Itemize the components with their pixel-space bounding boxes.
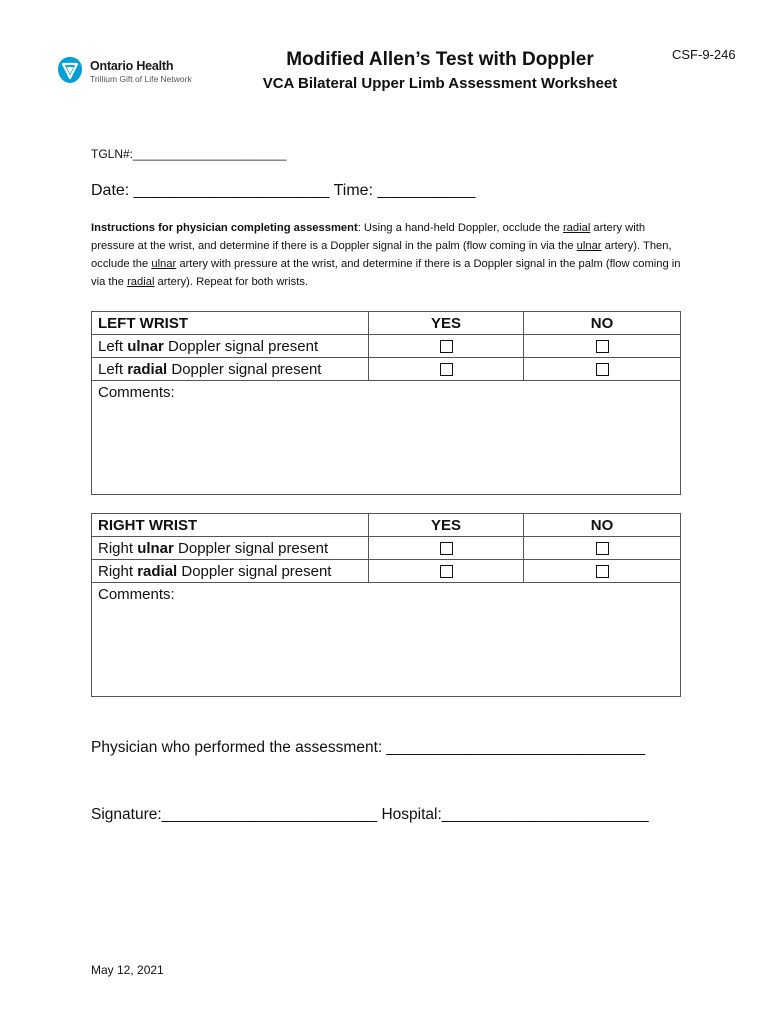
left-ulnar-yes-checkbox[interactable] — [440, 340, 453, 353]
label-text: Right — [98, 562, 138, 580]
instructions-emph: ulnar — [151, 258, 177, 270]
table-header-row — [92, 514, 681, 537]
table-row — [92, 560, 681, 583]
left-radial-yes-checkbox[interactable] — [440, 363, 453, 376]
left-ulnar-no-checkbox[interactable] — [596, 340, 609, 353]
cell — [524, 560, 681, 583]
label-text: Doppler signal present — [163, 337, 319, 355]
left-ulnar-label — [92, 335, 369, 358]
logo-name: Ontario Health — [90, 59, 174, 73]
label-text: Doppler signal present — [173, 539, 329, 557]
date-time-row — [91, 182, 475, 200]
logo-subtitle: Trillium Gift of Life Network — [90, 74, 192, 84]
right-ulnar-label — [92, 537, 369, 560]
label-text: Right — [98, 539, 138, 557]
instructions-emph: radial — [562, 222, 591, 234]
right-wrist-table — [91, 513, 681, 697]
yes-column-header: YES — [369, 514, 524, 537]
cell — [524, 335, 681, 358]
label-bold: ulnar — [127, 337, 164, 355]
table-row — [92, 358, 681, 381]
comments-row — [92, 583, 681, 697]
instructions-lead: Instructions for physician completing assessment — [91, 222, 358, 234]
instructions-text: artery with pressure at the wrist, and determine if there is a Doppler signal in the palm (flow coming in via the — [91, 222, 646, 252]
instructions-emph: ulnar — [576, 240, 602, 252]
table-header-row — [92, 312, 681, 335]
label-bold: radial — [127, 360, 168, 378]
signature-field[interactable]: Signature:_________________________ — [91, 806, 378, 823]
left-radial-no-checkbox[interactable] — [596, 363, 609, 376]
footer-date: May 12, 2021 — [91, 963, 164, 977]
label-bold: radial — [137, 562, 178, 580]
yes-column-header: YES — [369, 312, 524, 335]
label-bold: ulnar — [137, 539, 174, 557]
instructions-text: artery). Then, occlude the — [91, 240, 672, 270]
ontario-health-logo — [57, 55, 217, 91]
tgln-field[interactable]: TGLN#:_______________________ — [91, 147, 287, 161]
signature-row — [91, 806, 649, 824]
cell — [524, 358, 681, 381]
left-comments-field[interactable]: Comments: — [92, 381, 681, 495]
cell — [369, 358, 524, 381]
left-wrist-heading: LEFT WRIST — [92, 312, 369, 335]
trillium-logo-icon — [57, 56, 83, 84]
no-column-header: NO — [524, 312, 681, 335]
left-wrist-table — [91, 311, 681, 495]
label-text: Left — [98, 360, 128, 378]
left-radial-label — [92, 358, 369, 381]
page-title: Modified Allen’s Test with Doppler — [286, 49, 594, 70]
comments-row — [92, 381, 681, 495]
physician-field[interactable]: Physician who performed the assessment: ______________________________ — [91, 739, 646, 756]
right-radial-no-checkbox[interactable] — [596, 565, 609, 578]
right-wrist-heading: RIGHT WRIST — [92, 514, 369, 537]
form-code: CSF-9-246 — [672, 47, 736, 62]
instructions-text: artery with pressure at the wrist, and determine if there is a Doppler signal in the palm (flow coming in via the — [91, 258, 681, 288]
right-comments-field[interactable]: Comments: — [92, 583, 681, 697]
instructions-text: : Using a hand-held Doppler, occlude the — [357, 222, 563, 234]
instructions — [91, 219, 681, 291]
instructions-text: artery). Repeat for both wrists. — [154, 276, 309, 288]
label-text: Doppler signal present — [167, 360, 322, 378]
table-row — [92, 537, 681, 560]
cell — [369, 335, 524, 358]
right-ulnar-yes-checkbox[interactable] — [440, 542, 453, 555]
right-radial-label — [92, 560, 369, 583]
right-ulnar-no-checkbox[interactable] — [596, 542, 609, 555]
label-text: Doppler signal present — [177, 562, 332, 580]
right-radial-yes-checkbox[interactable] — [440, 565, 453, 578]
time-field[interactable]: Time: ___________ — [333, 182, 476, 199]
no-column-header: NO — [524, 514, 681, 537]
cell — [524, 537, 681, 560]
hospital-field[interactable]: Hospital:________________________ — [381, 806, 649, 823]
label-text: Left — [98, 337, 128, 355]
instructions-emph: radial — [127, 276, 155, 288]
page-subtitle: VCA Bilateral Upper Limb Assessment Worksheet — [262, 75, 618, 92]
date-field[interactable]: Date: ______________________ — [91, 182, 330, 199]
cell — [369, 560, 524, 583]
cell — [369, 537, 524, 560]
table-row — [92, 335, 681, 358]
